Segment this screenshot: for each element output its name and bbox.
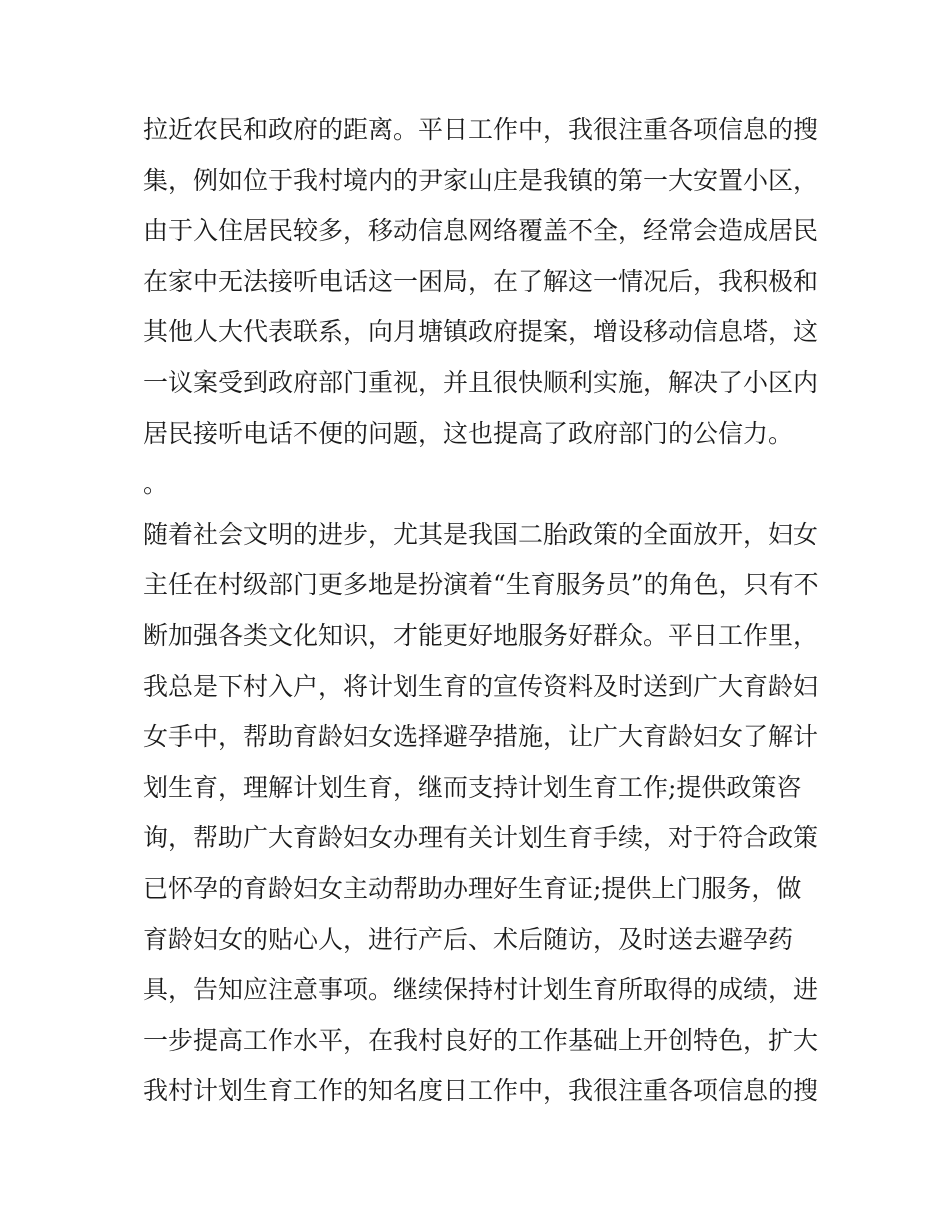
text-line: 女手中，帮助育龄妇女选择避孕措施，让广大育龄妇女了解计 <box>143 722 819 752</box>
paragraph-1 <box>143 105 823 459</box>
text-line: 集，例如位于我村境内的尹家山庄是我镇的第一大安置小区， <box>143 165 819 195</box>
text-line: 具，告知应注意事项。继续保持村计划生育所取得的成绩，进 <box>143 975 819 1005</box>
text-line: 随着社会文明的进步，尤其是我国二胎政策的全面放开，妇女 <box>143 519 819 549</box>
text-line: 我村计划生育工作的知名度日工作中，我很注重各项信息的搜 <box>143 1076 819 1106</box>
paragraph-2 <box>143 510 823 1117</box>
text-line: 其他人大代表联系，向月塘镇政府提案，增设移动信息塔，这 <box>143 317 819 347</box>
text-line: 在家中无法接听电话这一困局，在了解这一情况后，我积极和 <box>143 266 819 296</box>
text-line: 居民接听电话不便的问题，这也提高了政府部门的公信力。 <box>143 418 794 448</box>
text-line: 一步提高工作水平，在我村良好的工作基础上开创特色，扩大 <box>143 1025 819 1055</box>
text-line: 一议案受到政府部门重视，并且很快顺利实施，解决了小区内 <box>143 367 819 397</box>
text-line: 育龄妇女的贴心人，进行产后、术后随访，及时送去避孕药 <box>143 924 794 954</box>
text-line: 由于入住居民较多，移动信息网络覆盖不全，经常会造成居民 <box>143 216 819 246</box>
text-line: 断加强各类文化知识，才能更好地服务好群众。平日工作里， <box>143 620 819 650</box>
text-line: 我总是下村入户，将计划生育的宣传资料及时送到广大育龄妇 <box>143 671 819 701</box>
text-line: 询，帮助广大育龄妇女办理有关计划生育手续，对于符合政策 <box>143 823 819 853</box>
document-body <box>143 105 823 1117</box>
text-line: 拉近农民和政府的距离。平日工作中，我很注重各项信息的搜 <box>143 115 819 144</box>
separator-mark: 。 <box>143 469 169 499</box>
text-line: 划生育，理解计划生育，继而支持计划生育工作;提供政策咨 <box>143 772 802 802</box>
text-line: 已怀孕的育龄妇女主动帮助办理好生育证;提供上门服务，做 <box>143 873 802 903</box>
text-line: 主任在村级部门更多地是扮演着“生育服务员”的角色，只有不 <box>143 570 819 600</box>
